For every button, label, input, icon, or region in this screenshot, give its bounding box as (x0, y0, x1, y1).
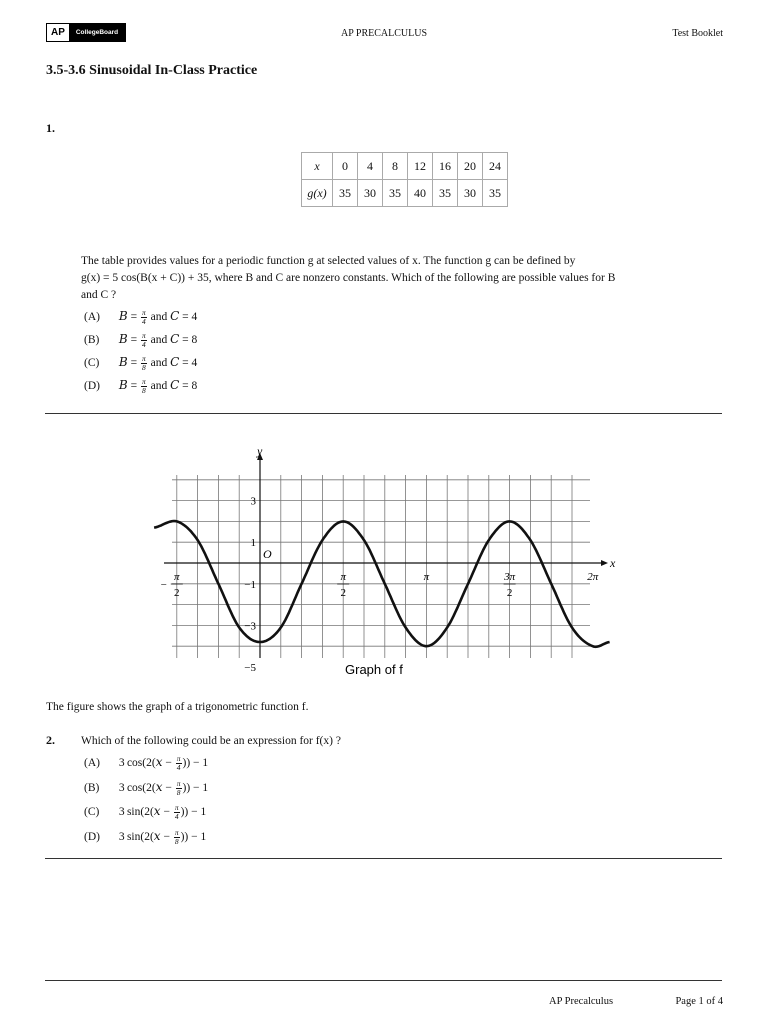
answer-choice-c[interactable]: (C) B = $\frac{\pi}{8}$ and C = 4 (84, 354, 198, 372)
table-cell: 35 (383, 180, 408, 207)
fraction-denominator: 4 (141, 317, 146, 326)
table-cell: 35 (433, 180, 458, 207)
ap-logo-text: AP (47, 24, 69, 41)
figure-description: The figure shows the graph of a trigonometric function f. (46, 701, 309, 713)
fraction-numerator: π (141, 377, 146, 386)
question-1-line-1: The table provides values for a periodic function g at selected values of x. The function g can be defined by (81, 255, 576, 267)
trig-function: sin (126, 806, 141, 819)
choice-letter: (B) (84, 781, 100, 794)
choice-letter: (D) (84, 830, 100, 843)
vertical-shift: − 1 (193, 781, 209, 794)
question-2-choices (84, 755, 208, 853)
answer-choice-c[interactable]: (C) 3 sin(2(x − $\frac{\pi}{4}$ )) − 1 (84, 803, 207, 821)
footer-page-number: Page 1 of 4 (675, 996, 723, 1007)
graph-caption: Graph of f (345, 662, 403, 677)
x-axis-label: x (610, 556, 616, 570)
y-tick-label: 1 (250, 537, 256, 550)
page-title: 3.5-3.6 Sinusoidal In-Class Practice (46, 63, 258, 78)
table-cell: 12 (408, 153, 433, 180)
fraction-denominator: 8 (141, 363, 146, 372)
fraction-denominator: 4 (141, 340, 146, 349)
tick-denominator: 2 (174, 587, 180, 599)
graph-grid (172, 475, 590, 658)
tick-numerator: π (174, 571, 180, 583)
trig-function: sin (126, 830, 141, 843)
fraction-denominator: 8 (174, 836, 179, 846)
trig-function: cos (126, 781, 143, 794)
phase-fraction (176, 755, 182, 772)
table-cell: 4 (358, 153, 383, 180)
fraction-denominator: 8 (141, 386, 146, 395)
origin-label: O (263, 547, 272, 561)
fraction-denominator: 8 (176, 787, 181, 797)
fraction-numerator: π (174, 827, 179, 837)
b-fraction (141, 332, 147, 349)
x-tick-label (161, 571, 183, 599)
question-1-choices (84, 309, 197, 401)
y-tick-label: 3 (250, 495, 256, 508)
coefficient: 3 (118, 806, 125, 819)
y-tick-label: −3 (244, 620, 256, 633)
question-1-number: 1. (46, 121, 55, 135)
fraction-numerator: π (141, 354, 146, 363)
c-value: 8 (191, 380, 198, 393)
fraction-numerator: π (176, 754, 181, 763)
graph-axes (164, 453, 608, 658)
fraction-numerator: π (141, 331, 146, 340)
b-fraction (141, 355, 147, 372)
question-2-number: 2. (46, 733, 55, 747)
vertical-shift: − 1 (191, 830, 207, 843)
x-tick-label (587, 571, 599, 583)
y-axis-label: y (257, 444, 263, 458)
b-fraction (141, 309, 147, 326)
values-table (301, 152, 508, 207)
tick-numerator: 3π (504, 571, 516, 583)
question-2-prompt: Which of the following could be an expression for f(x) ? (81, 735, 341, 747)
table-cell: 24 (483, 153, 508, 180)
table-cell: 30 (358, 180, 383, 207)
answer-choice-b[interactable]: (B) 3 cos(2(x − $\frac{\pi}{8}$ )) − 1 (84, 778, 209, 797)
y-tick-labels (244, 496, 256, 674)
coefficient: 3 (118, 757, 125, 770)
answer-choice-d[interactable]: (D) B = $\frac{\pi}{8}$ and C = 8 (84, 377, 198, 395)
question-1-line-2: g(x) = 5 cos(B(x + C)) + 35, where B and C are nonzero constants. Which of the following are possible values for B (81, 272, 616, 284)
c-value: 4 (191, 311, 198, 324)
header-course-title: AP PRECALCULUS (340, 28, 428, 39)
vertical-shift: − 1 (193, 757, 209, 770)
table-cell: 20 (458, 153, 483, 180)
choice-letter: (C) (84, 357, 100, 370)
answer-choice-d[interactable]: (D) 3 sin(2(x − $\frac{\pi}{8}$ )) − 1 (84, 827, 207, 846)
header-booklet-label: Test Booklet (672, 28, 723, 39)
section-divider (45, 858, 722, 859)
tick-numerator: π (340, 571, 346, 583)
answer-choice-a[interactable]: (A) B = $\frac{\pi}{4}$ and C = 4 (84, 308, 198, 326)
fraction-numerator: π (174, 803, 179, 812)
table-cell: 35 (483, 180, 508, 207)
collegeboard-logo-text: CollegeBoard (69, 24, 125, 41)
choice-letter: (D) (84, 380, 100, 393)
y-tick-label: −5 (244, 662, 256, 674)
choice-letter: (C) (84, 806, 100, 819)
tick-text: π (423, 571, 430, 583)
c-value: 8 (191, 334, 198, 347)
tick-denominator: 2 (506, 587, 513, 599)
fraction-denominator: 4 (176, 763, 181, 772)
graph-of-f (150, 440, 620, 685)
table-cell: 16 (433, 153, 458, 180)
phase-fraction (176, 780, 182, 797)
x-axis-arrow (601, 560, 608, 566)
phase-fraction (174, 804, 180, 821)
choice-letter: (A) (84, 757, 100, 770)
vertical-shift: − 1 (191, 806, 207, 819)
answer-choice-b[interactable]: (B) B = $\frac{\pi}{4}$ and C = 8 (84, 331, 198, 349)
question-1-line-3: and C ? (81, 289, 117, 301)
table-cell: 8 (383, 153, 408, 180)
table-cell: 35 (333, 180, 358, 207)
x-tick-label (424, 571, 430, 583)
table-row-g (302, 180, 508, 207)
choice-letter: (B) (84, 334, 100, 347)
footer-course: AP Precalculus (549, 996, 614, 1007)
phase-fraction (174, 829, 180, 846)
coefficient: 3 (118, 781, 125, 794)
choice-letter: (A) (84, 311, 100, 324)
footer-divider (45, 980, 722, 981)
table-cell: 0 (333, 153, 358, 180)
tick-text: 2π (587, 571, 599, 583)
coefficient: 3 (118, 830, 125, 843)
table-cell: 30 (458, 180, 483, 207)
table-row-x (302, 153, 508, 180)
c-value: 4 (191, 357, 198, 370)
table-row-label: g(x) (302, 180, 333, 207)
table-cell: 40 (408, 180, 433, 207)
fraction-denominator: 4 (174, 812, 179, 821)
section-divider (45, 413, 722, 414)
b-fraction (141, 378, 147, 395)
answer-choice-a[interactable]: (A) 3 cos(2(x − $\frac{\pi}{4}$ )) − 1 (84, 754, 209, 772)
trig-function: cos (126, 757, 143, 770)
fraction-numerator: π (141, 308, 146, 317)
question-1-stem (81, 253, 721, 304)
tick-minus-sign: − (160, 579, 167, 591)
table-row-label: x (302, 153, 333, 180)
tick-denominator: 2 (340, 587, 346, 599)
fraction-numerator: π (176, 778, 181, 788)
y-tick-label: −1 (244, 578, 256, 591)
